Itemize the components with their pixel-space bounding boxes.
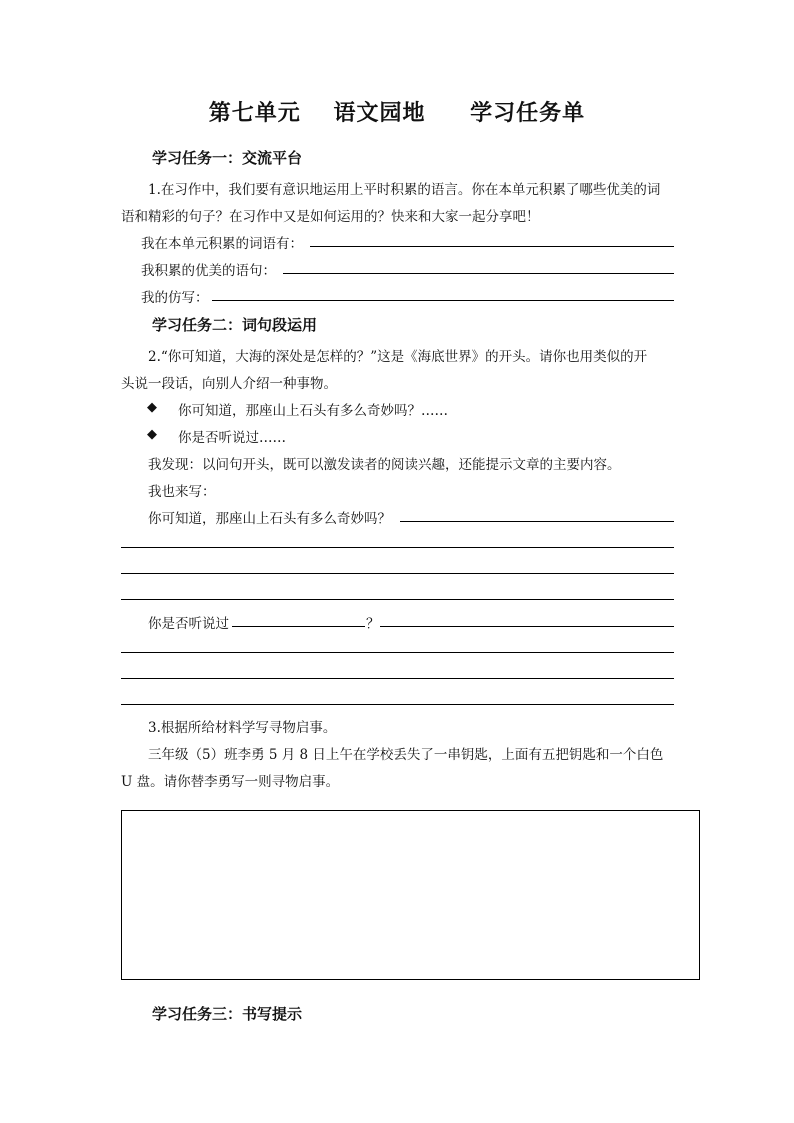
page-title	[0, 96, 794, 127]
writing-line[interactable]	[121, 652, 674, 653]
bullet1-icon: ◆	[147, 400, 157, 415]
prompt2-inline-blank[interactable]	[232, 626, 365, 627]
prompt1-blank[interactable]	[400, 521, 674, 522]
q3-heading: 3.根据所给材料学写寻物启事。	[148, 720, 337, 736]
prompt1-text: 你可知道，那座山上石头有多么奇妙吗？	[148, 511, 391, 527]
field3-label: 我的仿写：	[141, 290, 209, 306]
task1-heading: 学习任务一：交流平台	[152, 149, 303, 167]
title-unit: 第七单元	[208, 101, 301, 126]
q1-text-line2: 语和精彩的句子？在习作中又是如何运用的？快来和大家一起分享吧！	[121, 209, 540, 225]
writing-line[interactable]	[121, 573, 674, 574]
q2-text-line1: 2.“你可知道，大海的深处是怎样的？”这是《海底世界》的开头。请你也用类似的开	[148, 349, 648, 365]
q3-text-line1: 三年级（5）班李勇 5 月 8 日上午在学校丢失了一串钥匙，上面有五把钥匙和一个白色	[148, 747, 664, 763]
bullet2-icon: ◆	[147, 427, 157, 442]
prompt2-blank[interactable]	[380, 626, 674, 627]
bullet2-text: 你是否听说过……	[178, 430, 286, 446]
q1-text-line1: 1.在习作中，我们要有意识地运用上平时积累的语言。你在本单元积累了哪些优美的词	[148, 182, 661, 198]
writing-line[interactable]	[121, 704, 674, 705]
task2-heading: 学习任务二：词句段运用	[152, 316, 318, 334]
notice-writing-box[interactable]	[121, 810, 700, 980]
prompt2-question-mark: ？	[366, 616, 380, 632]
field2-label: 我积累的优美的语句：	[141, 263, 276, 279]
write-label: 我也来写：	[148, 484, 216, 500]
field1-label: 我在本单元积累的词语有：	[141, 236, 303, 252]
field2-blank[interactable]	[283, 273, 674, 274]
writing-line[interactable]	[121, 599, 674, 600]
title-worksheet: 学习任务单	[470, 101, 586, 126]
discover-text: 我发现：以问句开头，既可以激发读者的阅读兴趣，还能提示文章的主要内容。	[148, 457, 621, 473]
field1-blank[interactable]	[310, 246, 674, 247]
bullet1-text: 你可知道，那座山上石头有多么奇妙吗？……	[178, 403, 448, 419]
q2-text-line2: 头说一段话，向别人介绍一种事物。	[121, 376, 337, 392]
field3-blank[interactable]	[212, 300, 674, 301]
title-garden: 语文园地	[333, 101, 426, 126]
q3-text-line2: U 盘。请你替李勇写一则寻物启事。	[121, 774, 340, 790]
writing-line[interactable]	[121, 678, 674, 679]
prompt2-text: 你是否听说过	[148, 616, 229, 632]
writing-line[interactable]	[121, 547, 674, 548]
task3-heading: 学习任务三：书写提示	[152, 1005, 303, 1023]
